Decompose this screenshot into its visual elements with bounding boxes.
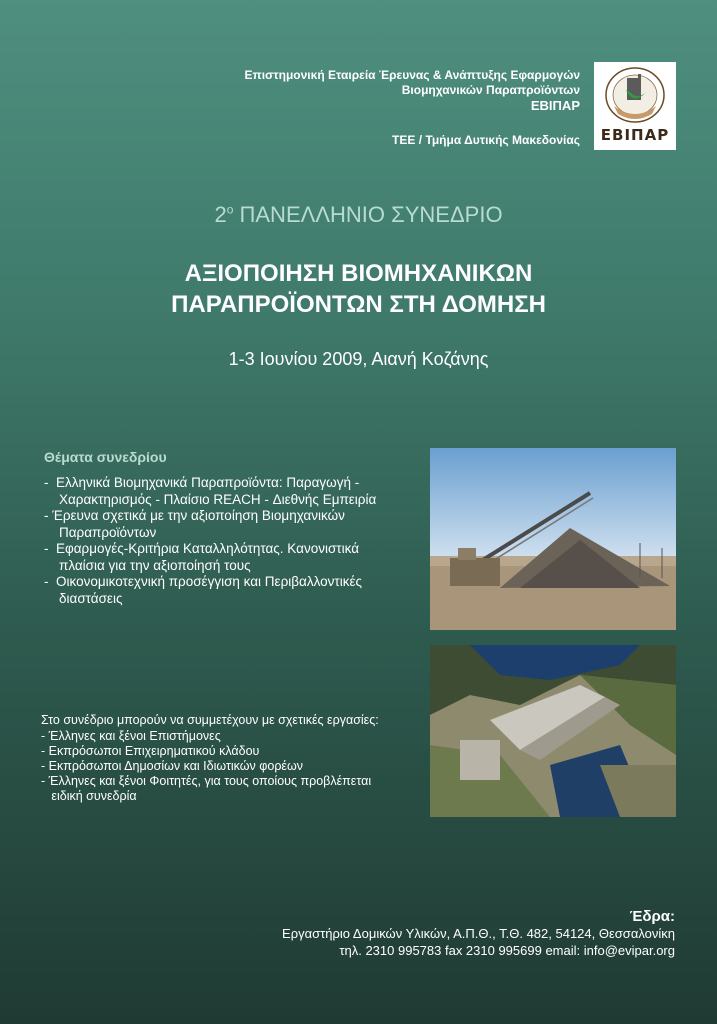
topic-line: Χαρακτηρισμός - Πλαίσιο REACH - Διεθνής Εμπειρία [44,491,377,507]
organization-block [245,68,580,113]
congress-ordinal: ο [226,202,234,217]
participants-intro: Στο συνέδριο μπορούν να συμμετέχουν με σχετικές εργασίες: [41,713,379,727]
org-name-line2: Βιομηχανικών Παραπροϊόντων [401,83,580,97]
topics-heading: Θέματα συνεδρίου [44,449,167,465]
topic-line: - Ελληνικά Βιομηχανικά Παραπροϊόντα: Παραγωγή - [44,475,360,490]
address-heading: Έδρα: [629,908,675,925]
main-title [0,258,717,320]
industrial-stockpile-photo [430,448,676,630]
topic-line: - Εφαρμογές-Κριτήρια Καταλληλότητας. Κανονιστικά [44,541,360,556]
participants-list [41,729,441,804]
topics-list [44,475,424,607]
evipar-logo [594,62,676,150]
congress-label: ΠΑΝΕΛΛΗΝΙΟ ΣΥΝΕΔΡΙΟ [239,202,503,227]
participant-line: - Εκπρόσωποι Δημοσίων και Ιδιωτικών φορέων [41,759,304,773]
title-line2: ΠΑΡΑΠΡΟΪΟΝΤΩΝ ΣΤΗ ΔΟΜΗΣΗ [171,291,546,318]
hydroelectric-dam-photo [430,645,676,817]
topic-line: - Έρευνα σχετικά με την αξιοποίηση Βιομηχανικών [44,508,345,523]
org-acronym: ΕΒΙΠΑΡ [530,98,580,113]
title-line1: ΑΞΙΟΠΟΙΗΣΗ ΒΙΟΜΗΧΑΝΙΚΩΝ [184,260,533,287]
participant-line: - Εκπρόσωποι Επιχειρηματικού κλάδου [41,744,260,758]
topic-line: Παραπροϊόντων [44,524,157,540]
date-place: 1-3 Ιουνίου 2009, Αιανή Κοζάνης [228,349,489,369]
participant-line: - Έλληνες και ξένοι Φοιτητές, για τους οποίους προβλέπεται [41,774,372,788]
address-line1: Εργαστήριο Δομικών Υλικών, Α.Π.Θ., Τ.Θ. 482, 54124, Θεσσαλονίκη [282,926,675,941]
org-name-line1: Επιστημονική Εταιρεία Έρευνας & Ανάπτυξης Εφαρμογών [244,68,580,82]
contact-line: τηλ. 2310 995783 fax 2310 995699 email: info@evipar.org [339,943,675,958]
congress-number: 2 [214,202,227,227]
seal-logo-icon [604,66,666,124]
participant-line: ειδική συνεδρία [41,789,137,803]
topic-line: πλαίσια για την αξιοποίησή τους [44,557,251,573]
congress-heading [0,202,717,228]
participant-line: - Έλληνες και ξένοι Επιστήμονες [41,729,221,743]
address-block [282,908,675,959]
topic-line: διαστάσεις [44,590,123,606]
tee-department: ΤΕΕ / Τμήμα Δυτικής Μακεδονίας [392,133,580,147]
topic-line: - Οικονομικοτεχνική προσέγγιση και Περιβαλλοντικές [44,574,362,589]
logo-wordmark: ΕΒΙΠΑΡ [600,126,670,144]
